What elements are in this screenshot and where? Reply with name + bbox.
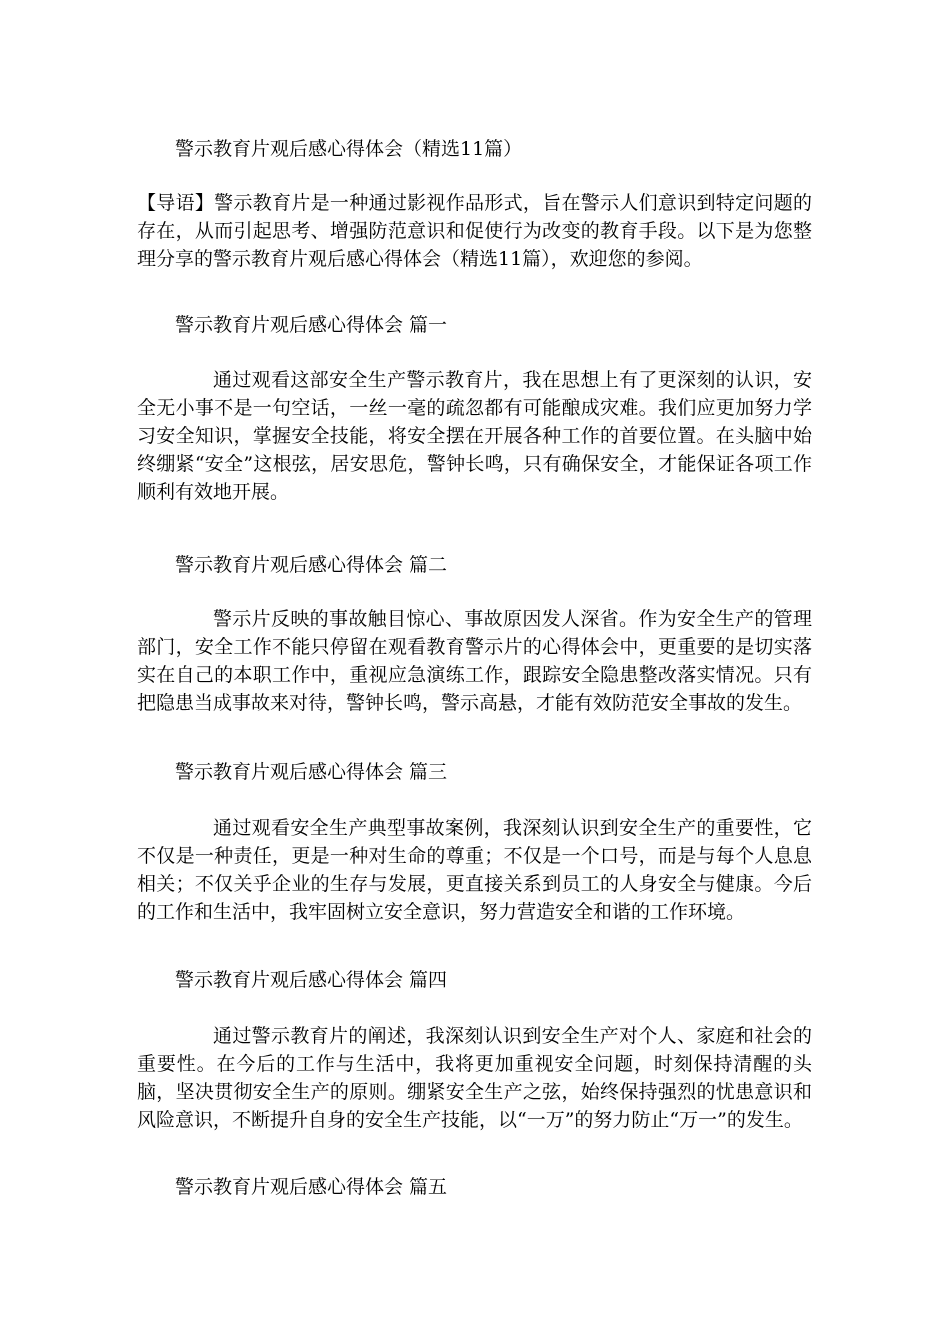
section-heading-2: 警示教育片观后感心得体会 篇二 [175,554,448,576]
section-body-4: 通过警示教育片的阐述，我深刻认识到安全生产对个人、家庭和社会的重要性。在今后的工作与生活中，我将更加重视安全问题，时刻保持清醒的头脑，坚决贯彻安全生产的原则。绷紧安全生产之弦，始终保持强烈的忧患意识和风险意识，不断提升自身的安全生产技能，以“一万”的努力防止“万一”的发生。 [137,1025,812,1131]
document-title: 警示教育片观后感心得体会（精选11篇） [175,138,523,160]
section-body-1: 通过观看这部安全生产警示教育片，我在思想上有了更深刻的认识，安全无小事不是一句空话，一丝一毫的疏忽都有可能酿成灾难。我们应更加努力学习安全知识，掌握安全技能，将安全摆在开展各种工作的首要位置。在头脑中始终绷紧“安全”这根弦，居安思危，警钟长鸣，只有确保安全，才能保证各项工作顺利有效地开展。 [137,369,812,503]
section-body-2: 警示片反映的事故触目惊心、事故原因发人深省。作为安全生产的管理部门，安全工作不能只停留在观看教育警示片的心得体会中，更重要的是切实落实在自己的本职工作中，重视应急演练工作，跟踪安全隐患整改落实情况。只有把隐患当成事故来对待，警钟长鸣，警示高悬，才能有效防范安全事故的发生。 [137,608,812,714]
section-heading-5: 警示教育片观后感心得体会 篇五 [175,1176,448,1198]
lead-paragraph: 【导语】警示教育片是一种通过影视作品形式，旨在警示人们意识到特定问题的存在，从而引起思考、增强防范意识和促使行为改变的教育手段。以下是为您整理分享的警示教育片观后感心得体会（精选11篇），欢迎您的参阅。 [137,192,812,270]
section-heading-1: 警示教育片观后感心得体会 篇一 [175,314,448,336]
section-body-3: 通过观看安全生产典型事故案例，我深刻认识到安全生产的重要性，它不仅是一种责任，更是一种对生命的尊重；不仅是一个口号，而是与每个人息息相关；不仅关乎企业的生存与发展，更直接关系到员工的人身安全与健康。今后的工作和生活中，我牢固树立安全意识，努力营造安全和谐的工作环境。 [137,817,812,923]
section-heading-4: 警示教育片观后感心得体会 篇四 [175,969,448,991]
section-heading-3: 警示教育片观后感心得体会 篇三 [175,761,448,783]
